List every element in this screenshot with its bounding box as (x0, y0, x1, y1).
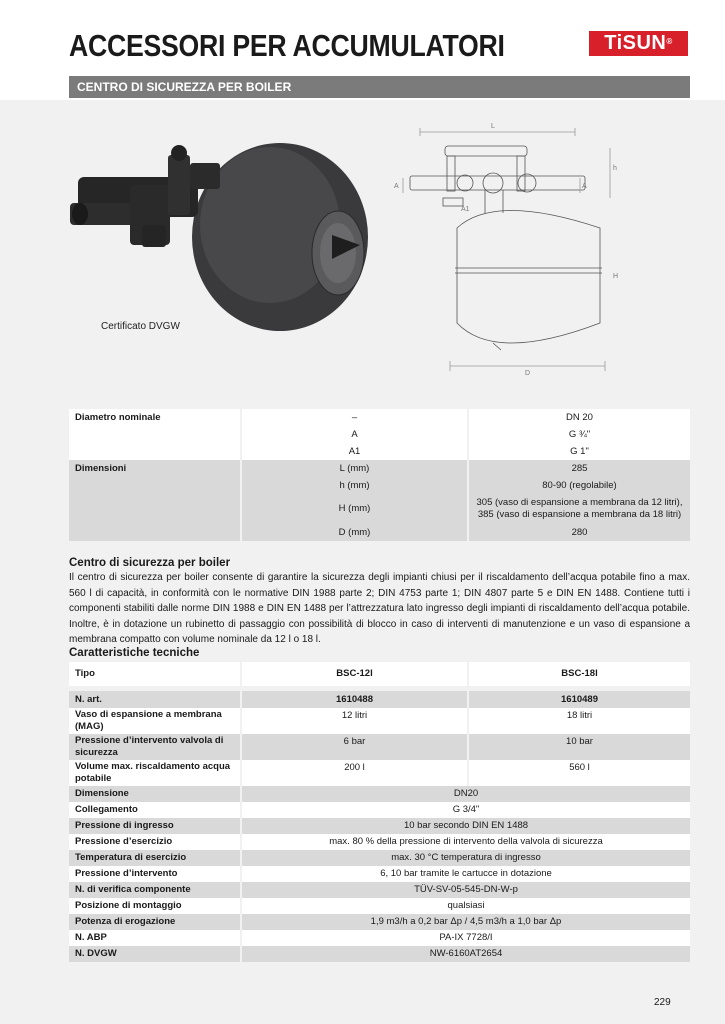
table-row (69, 691, 690, 708)
page-title: ACCESSORI PER ACCUMULATORI (69, 28, 505, 63)
table-row (69, 494, 690, 524)
table-row (69, 786, 690, 802)
table-row (69, 426, 690, 443)
drawing-label-a-left: A (394, 183, 399, 190)
technical-drawing (385, 118, 625, 378)
dims-param: h (mm) (242, 477, 469, 494)
tech-header-col2: BSC-18l (469, 662, 690, 686)
table-row (69, 866, 690, 882)
table-row (69, 477, 690, 494)
table-row (69, 734, 690, 760)
tech-value: NW-6160AT2654 (242, 946, 690, 962)
drawing-label-d: D (525, 370, 531, 377)
tech-label: N. di verifica componente (69, 882, 242, 898)
dims-label (69, 477, 242, 494)
table-row (69, 818, 690, 834)
table-row (69, 760, 690, 786)
table-row (69, 946, 690, 962)
logo-text: TiSUN (604, 32, 667, 54)
drawing-label-a1: A1 (461, 206, 470, 213)
dims-value: DN 20 (469, 409, 690, 426)
tech-table (69, 662, 690, 962)
tech-label: Potenza di erogazione (69, 914, 242, 930)
table-row (69, 930, 690, 946)
table-row (69, 850, 690, 866)
dims-value: 305 (vaso di espansione a membrana da 12 litri), 385 (vaso di espansione a membrana da 18 litri) (469, 494, 690, 524)
tech-value: max. 80 % della pressione di intervento della valvola di sicurezza (242, 834, 690, 850)
table-row (69, 802, 690, 818)
tech-label: N. ABP (69, 930, 242, 946)
table-row (69, 443, 690, 460)
dims-value: 285 (469, 460, 690, 477)
tech-header-col1: BSC-12l (242, 662, 469, 686)
drawing-label-big-h: H (613, 273, 619, 280)
dims-value: 80-90 (regolabile) (469, 477, 690, 494)
table-row (69, 409, 690, 426)
tech-label: Volume max. riscaldamento acqua potabile (69, 760, 242, 786)
drawing-label-a-right: A (582, 183, 587, 190)
tech-value-col2: 10 bar (469, 734, 690, 760)
dims-label (69, 494, 242, 524)
tech-value: TÜV-SV-05-545-DN-W-p (242, 882, 690, 898)
tech-label: N. art. (69, 691, 242, 708)
dims-param: A1 (242, 443, 469, 460)
tech-value: 1,9 m3/h a 0,2 bar Δp / 4,5 m3/h a 1,0 bar Δp (242, 914, 690, 930)
dims-param: – (242, 409, 469, 426)
dims-param: H (mm) (242, 494, 469, 524)
dims-label (69, 524, 242, 541)
page-number: 229 (654, 997, 671, 1008)
dims-label (69, 443, 242, 460)
tech-title: Caratteristiche tecniche (69, 647, 200, 659)
dims-param: A (242, 426, 469, 443)
tech-label: Collegamento (69, 802, 242, 818)
drawing-label-h: h (613, 165, 617, 172)
tech-value-col2: 1610489 (469, 691, 690, 708)
table-row (69, 708, 690, 734)
tisun-logo (589, 31, 688, 56)
tech-value: DN20 (242, 786, 690, 802)
dims-label: Diametro nominale (69, 409, 242, 426)
description-title: Centro di sicurezza per boiler (69, 557, 231, 569)
dims-label (69, 426, 242, 443)
tech-label: N. DVGW (69, 946, 242, 962)
logo-registered-mark: ® (666, 37, 673, 46)
tech-header-row (69, 662, 690, 686)
tech-value-col2: 18 litri (469, 708, 690, 734)
dimensions-table (69, 409, 690, 541)
tech-value: G 3/4" (242, 802, 690, 818)
dims-value: 280 (469, 524, 690, 541)
table-row (69, 834, 690, 850)
drawing-label-l: L (491, 123, 495, 130)
product-photo (70, 125, 370, 335)
tech-label: Posizione di montaggio (69, 898, 242, 914)
certification-caption: Certificato DVGW (101, 321, 180, 332)
dims-param: L (mm) (242, 460, 469, 477)
tech-value-col1: 6 bar (242, 734, 469, 760)
tech-label: Pressione di ingresso (69, 818, 242, 834)
tech-value: max. 30 °C temperatura di ingresso (242, 850, 690, 866)
tech-label: Vaso di espansione a membrana (MAG) (69, 708, 242, 734)
tech-value-col2: 560 l (469, 760, 690, 786)
tech-value-col1: 1610488 (242, 691, 469, 708)
dims-value: G ¾" (469, 426, 690, 443)
tech-label: Pressione d’intervento (69, 866, 242, 882)
tech-label: Dimensione (69, 786, 242, 802)
tech-label: Pressione d’intervento valvola di sicurezza (69, 734, 242, 760)
tech-value-col1: 200 l (242, 760, 469, 786)
table-row (69, 524, 690, 541)
table-row (69, 898, 690, 914)
table-row (69, 882, 690, 898)
tech-header-label: Tipo (69, 662, 242, 686)
tech-value-col1: 12 litri (242, 708, 469, 734)
table-row (69, 914, 690, 930)
tech-value: PA-IX 7728/I (242, 930, 690, 946)
dims-param: D (mm) (242, 524, 469, 541)
tech-label: Temperatura di esercizio (69, 850, 242, 866)
table-row (69, 460, 690, 477)
section-title: CENTRO DI SICUREZZA PER BOILER (69, 76, 690, 98)
tech-value: 6, 10 bar tramite le cartucce in dotazione (242, 866, 690, 882)
tech-value: qualsiasi (242, 898, 690, 914)
tech-value: 10 bar secondo DIN EN 1488 (242, 818, 690, 834)
description-text: Il centro di sicurezza per boiler consente di garantire la sicurezza degli impianti chiusi per il riscaldamento dell’acqua potabile fino a max. 560 l di capacità, in conformità con le normative DIN 1988 parte 2; DIN 4753 parte 1; DIN 4807 parte 5 e DIN EN 1488. Contiene tutti i componenti stabiliti dalle norme DIN 1988 e DIN EN 1488 per l’attrezzatura lato ingresso degli impianti di riscaldamento dell’acqua potabile. Inoltre, è in dotazione un rubinetto di passaggio con possibilità di blocco in caso di interventi di manutenzione e un vaso di espansione a membrana compatto con volume nominale da 12 l o 18 l. (69, 572, 690, 645)
tech-label: Pressione d’esercizio (69, 834, 242, 850)
dims-value: G 1" (469, 443, 690, 460)
dims-label: Dimensioni (69, 460, 242, 477)
